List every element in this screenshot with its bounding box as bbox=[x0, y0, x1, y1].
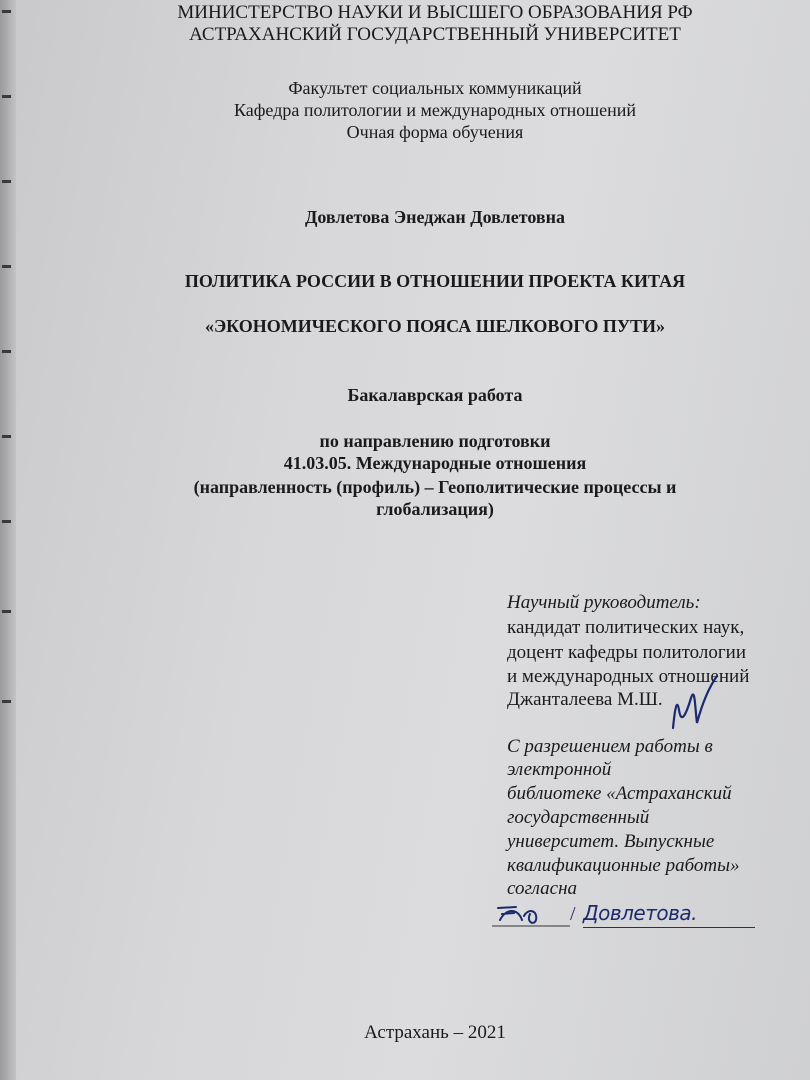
work-type: Бакалаврская работа bbox=[347, 385, 523, 405]
permission-line-4: государственный bbox=[507, 807, 650, 828]
student-signature-name: Довлетова. bbox=[583, 901, 755, 928]
supervisor-line-3: и международных отношений bbox=[507, 666, 750, 687]
department-line: Кафедра политологии и международных отношений bbox=[234, 100, 636, 120]
ministry-line: МИНИСТЕРСТВО НАУКИ И ВЫСШЕГО ОБРАЗОВАНИЯ РФ bbox=[177, 2, 693, 23]
direction-line-4: глобализация) bbox=[376, 499, 494, 519]
permission-line-5: университет. Выпускные bbox=[507, 831, 715, 852]
permission-line-1: С разрешением работы в bbox=[507, 736, 713, 757]
university-line: АСТРАХАНСКИЙ ГОСУДАРСТВЕННЫЙ УНИВЕРСИТЕТ bbox=[189, 24, 681, 45]
permission-line-7: согласна bbox=[507, 878, 577, 899]
thesis-title-line-2: «ЭКОНОМИЧЕСКОГО ПОЯСА ШЕЛКОВОГО ПУТИ» bbox=[204, 316, 666, 336]
permission-line-2: электронной bbox=[507, 759, 612, 780]
faculty-line: Факультет социальных коммуникаций bbox=[288, 78, 582, 98]
permission-line-3: библиотеке «Астраханский bbox=[507, 783, 732, 804]
signature-separator: / bbox=[570, 903, 576, 925]
supervisor-name: Джанталеева М.Ш. bbox=[507, 689, 663, 710]
supervisor-line-2: доцент кафедры политологии bbox=[507, 642, 747, 663]
study-form-line: Очная форма обучения bbox=[346, 122, 524, 142]
supervisor-line-1: кандидат политических наук, bbox=[507, 617, 745, 638]
supervisor-signature-icon bbox=[655, 668, 725, 743]
thesis-title-line-1: ПОЛИТИКА РОССИИ В ОТНОШЕНИИ ПРОЕКТА КИТАЯ bbox=[184, 271, 686, 291]
supervisor-label: Научный руководитель: bbox=[507, 592, 701, 613]
direction-line-1: по направлению подготовки bbox=[319, 431, 551, 451]
city-year: Астрахань – 2021 bbox=[364, 1022, 506, 1043]
binding-edge bbox=[0, 0, 16, 1080]
student-signature-icon bbox=[492, 898, 572, 928]
direction-line-3: (направленность (профиль) – Геополитические процессы и bbox=[193, 477, 677, 497]
direction-line-2: 41.03.05. Международные отношения bbox=[283, 453, 587, 473]
permission-line-6: квалификационные работы» bbox=[507, 855, 740, 876]
author-name: Довлетова Энеджан Довлетовна bbox=[305, 207, 565, 227]
